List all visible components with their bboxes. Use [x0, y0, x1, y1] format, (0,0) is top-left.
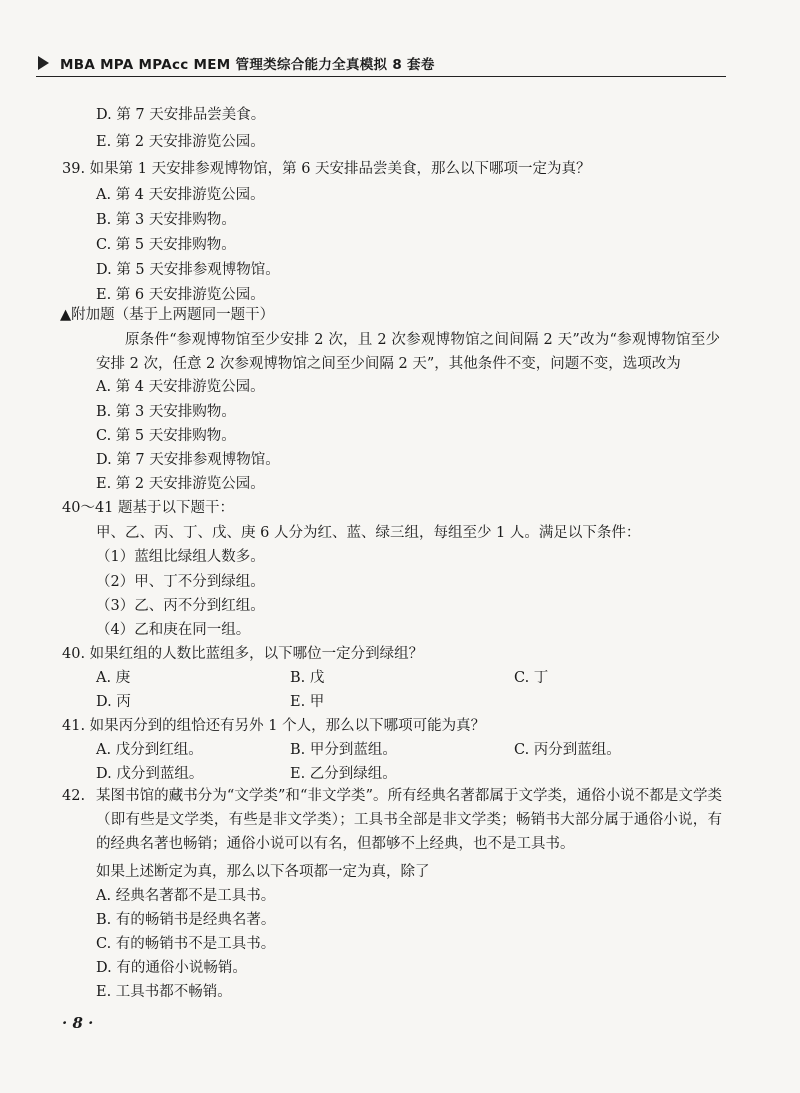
- q38-option-e: E. 第 2 天安排游览公园。: [96, 134, 265, 150]
- q42-option-d: D. 有的通俗小说畅销。: [96, 960, 247, 976]
- q41-option-e: E. 乙分到绿组。: [290, 766, 397, 782]
- q40-option-c: C. 丁: [514, 670, 549, 686]
- q42-option-e: E. 工具书都不畅销。: [96, 984, 232, 1000]
- q42-option-c: C. 有的畅销书不是工具书。: [96, 936, 276, 952]
- q42-number: 42.: [62, 788, 86, 804]
- q39-option-c: C. 第 5 天安排购物。: [96, 237, 236, 253]
- condition-3: （3）乙、丙不分到红组。: [96, 598, 265, 614]
- triangle-arrow-icon: [38, 56, 49, 70]
- q40-option-e: E. 甲: [290, 694, 325, 710]
- q40-option-a: A. 庚: [96, 670, 131, 686]
- q41-option-b: B. 甲分到蓝组。: [290, 742, 397, 758]
- q42-stem: 某图书馆的藏书分为“文学类”和“非文学类”。所有经典名著都属于文学类，通俗小说不都是文学类（即有些是文学类，有些是非文学类）；工具书全部是非文学类；畅销书大部分属于通俗小说，有的经典名著也畅销；通俗小说可以有名，但都够不上经典，也不是工具书。: [96, 788, 722, 852]
- bonus-text: 原条件“参观博物馆至少安排 2 次，且 2 次参观博物馆之间间隔 2 天”改为“参观博物馆至少安排 2 次，任意 2 次参观博物馆之间至少间隔 2 天”，其他条件不变，问题不变，选项改为: [96, 332, 720, 372]
- bonus-option-a: A. 第 4 天安排游览公园。: [96, 379, 265, 395]
- q41-option-c: C. 丙分到蓝组。: [514, 742, 621, 758]
- q38-option-d: D. 第 7 天安排品尝美食。: [96, 107, 266, 123]
- bonus-option-e: E. 第 2 天安排游览公园。: [96, 476, 265, 492]
- q40-option-b: B. 戊: [290, 670, 325, 686]
- bonus-option-c: C. 第 5 天安排购物。: [96, 428, 236, 444]
- bonus-title: ▲附加题（基于上两题同一题干）: [60, 307, 275, 323]
- q41-option-d: D. 戊分到蓝组。: [96, 766, 204, 782]
- q41-option-a: A. 戊分到红组。: [96, 742, 203, 758]
- q39-stem: 39. 如果第 1 天安排参观博物馆，第 6 天安排品尝美食，那么以下哪项一定为真？: [62, 161, 591, 177]
- group-4041-title: 40～41 题基于以下题干：: [62, 500, 235, 516]
- bonus-option-d: D. 第 7 天安排参观博物馆。: [96, 452, 280, 468]
- condition-2: （2）甲、丁不分到绿组。: [96, 574, 265, 590]
- q40-stem: 40. 如果红组的人数比蓝组多，以下哪位一定分到绿组？: [62, 646, 424, 662]
- q40-option-d: D. 丙: [96, 694, 131, 710]
- bonus-option-b: B. 第 3 天安排购物。: [96, 404, 236, 420]
- running-header: [36, 50, 726, 77]
- page-number: · 8 ·: [62, 1014, 94, 1032]
- q39-option-d: D. 第 5 天安排参观博物馆。: [96, 262, 280, 278]
- q42-question: 如果上述断定为真，那么以下各项都一定为真，除了: [96, 864, 430, 880]
- q42-option-b: B. 有的畅销书是经典名著。: [96, 912, 276, 928]
- q39-option-b: B. 第 3 天安排购物。: [96, 212, 236, 228]
- q39-option-a: A. 第 4 天安排游览公园。: [96, 187, 265, 203]
- condition-4: （4）乙和庚在同一组。: [96, 622, 251, 638]
- header-title: MBA MPA MPAcc MEM 管理类综合能力全真模拟 8 套卷: [60, 57, 435, 73]
- group-4041-intro: 甲、乙、丙、丁、戊、庚 6 人分为红、蓝、绿三组，每组至少 1 人。满足以下条件：: [96, 525, 641, 541]
- q42-option-a: A. 经典名著都不是工具书。: [96, 888, 276, 904]
- q41-stem: 41. 如果丙分到的组恰还有另外 1 个人，那么以下哪项可能为真？: [62, 718, 486, 734]
- q39-option-e: E. 第 6 天安排游览公园。: [96, 287, 265, 303]
- condition-1: （1）蓝组比绿组人数多。: [96, 549, 265, 565]
